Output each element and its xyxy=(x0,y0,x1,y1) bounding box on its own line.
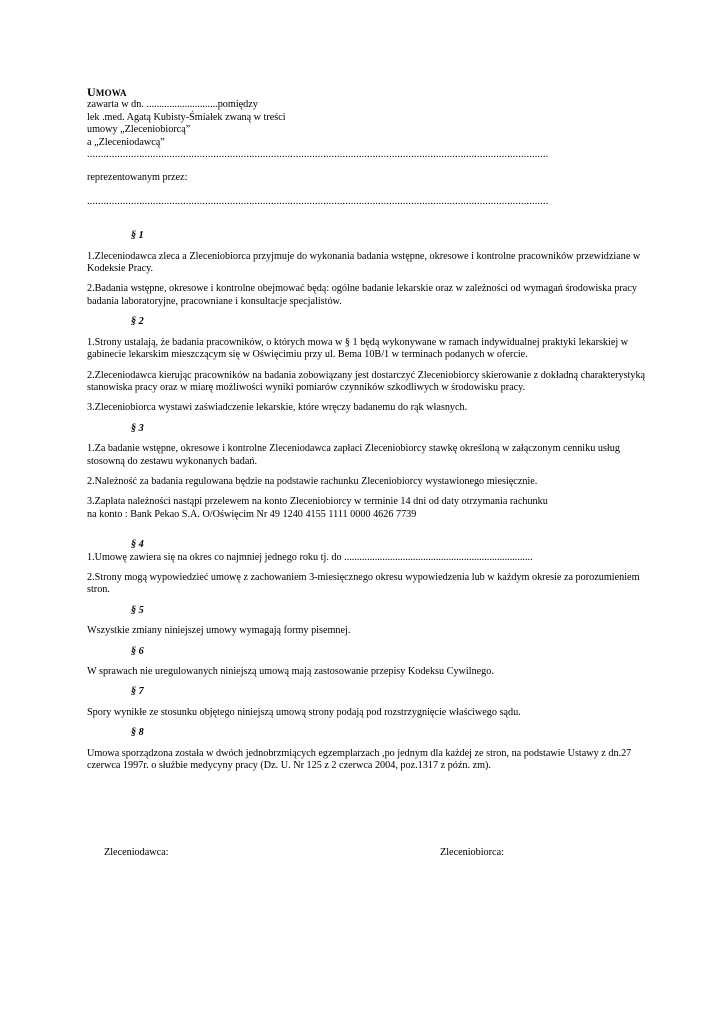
section-3-paragraph-2: 2.Należność za badania regulowana będzie na podstawie rachunku Zleceniobiorcy wystawionego miesięcznie. xyxy=(87,475,538,487)
section-1-paragraph-2: 2.Badania wstępne, okresowe i kontrolne obejmować będą: ogólne badanie lekarskie oraz w zależności od wymagań środowiska pracy badania laboratoryjne, pracowniane i konsultacje specjalistów. xyxy=(87,283,637,307)
title-initial: U xyxy=(87,85,96,99)
party-two-fill-line: ........................................................................................................................................................................ xyxy=(87,149,549,161)
bank-account-line: na konto : Bank Pekao S.A. O/Oświęcim Nr 49 1240 4155 1111 0000 4626 7739 xyxy=(87,508,417,520)
section-1-heading: § 1 xyxy=(131,230,144,242)
section-6-heading: § 6 xyxy=(131,645,144,657)
section-3-paragraph-1: 1.Za badanie wstępne, okresowe i kontrolne Zleceniodawca zapłaci Zleceniobiorcy stawkę określoną w załączonym cenniku usług stosowną do zestawu wykonanych badań. xyxy=(87,443,620,467)
section-8-paragraph-1: Umowa sporządzona została w dwóch jednobrzmiących egzemplarzach ,po jednym dla każdej ze stron, na podstawie Ustawy z dn.27 czerwca 1997r. o służbie medycyny pracy (Dz. U. Nr 125 z 2 czerwca 2004, poz.1317 z późn. zm). xyxy=(87,747,632,772)
section-3-heading: § 3 xyxy=(131,422,144,434)
party-one-line: lek .med. Agatą Kubisty-Śmiałek zwaną w treści xyxy=(87,111,286,123)
section-2-paragraph-2: 2.Zleceniodawca kierując pracowników na badania zobowiązany jest dostarczyć Zleceniobiorcy skierowanie z dokładną charakterystyką stanowiska pracy oraz w miarę możliwości wyniki pomiarów czynników szkodliwych w środowisku pracy. xyxy=(87,369,646,393)
section-8-heading: § 8 xyxy=(131,727,144,739)
section-1-paragraph-1: 1.Zleceniodawca zleca a Zleceniobiorca przyjmuje do wykonania badania wstępne, okresowe i kontrolne pracowników przewidziane w Kodeksie Pracy. xyxy=(87,250,641,275)
party-two-role-line: a „Zleceniodawcą” xyxy=(87,136,165,148)
signature-area xyxy=(0,847,724,861)
party-one-role-line: umowy „Zleceniobiorcą” xyxy=(87,124,191,136)
document-title xyxy=(87,86,647,99)
section-2-heading: § 2 xyxy=(131,316,144,328)
represented-by-label: reprezentowanym przez: xyxy=(87,172,188,184)
section-5-paragraph-1: Wszystkie zmiany niniejszej umowy wymagają formy pisemnej. xyxy=(87,625,351,637)
section-7-heading: § 7 xyxy=(131,686,144,698)
section-2-paragraph-1: 1.Strony ustalają, że badania pracowników, o których mowa w § 1 będą wykonywane w ramach indywidualnej praktyki lekarskiej w gabinecie lekarskim mieszczącym się w Oświęcimiu przy ul. Bema 10B/1 w terminach podanych w ofercie. xyxy=(87,336,629,361)
signature-label-contractor: Zleceniobiorca: xyxy=(440,847,504,858)
section-5-heading: § 5 xyxy=(131,604,144,616)
section-3-paragraph-3: 3.Zapłata należności nastąpi przelewem na konto Zleceniobiorcy w terminie 14 dni od daty otrzymania rachunku xyxy=(87,496,548,508)
section-4-paragraph-1: 1.Umowę zawiera się na okres co najmniej jednego roku tj. do .......................................................................... xyxy=(87,551,533,563)
section-4-paragraph-2: 2.Strony mogą wypowiedzieć umowę z zachowaniem 3-miesięcznego okresu wypowiedzenia lub w każdym okresie za porozumieniem stron. xyxy=(87,571,640,596)
signature-label-client: Zleceniodawca: xyxy=(104,847,169,858)
section-2-paragraph-3: 3.Zleceniobiorca wystawi zaświadczenie lekarskie, które wręczy badanemu do rąk własnych. xyxy=(87,402,468,414)
section-4-heading: § 4 xyxy=(131,539,144,551)
concluded-on-line: zawarta w dn. ............................pomiędzy xyxy=(87,99,258,111)
title-rest: MOWA xyxy=(95,88,127,98)
section-6-paragraph-1: W sprawach nie uregulowanych niniejszą umową mają zastosowanie przepisy Kodeksu Cywilnego. xyxy=(87,666,494,677)
contract-document xyxy=(87,86,647,772)
section-7-paragraph-1: Spory wynikłe ze stosunku objętego niniejszą umową strony podają pod rozstrzygnięcie właściwego sądu. xyxy=(87,706,521,718)
representative-fill-line: ........................................................................................................................................................................ xyxy=(87,195,549,207)
